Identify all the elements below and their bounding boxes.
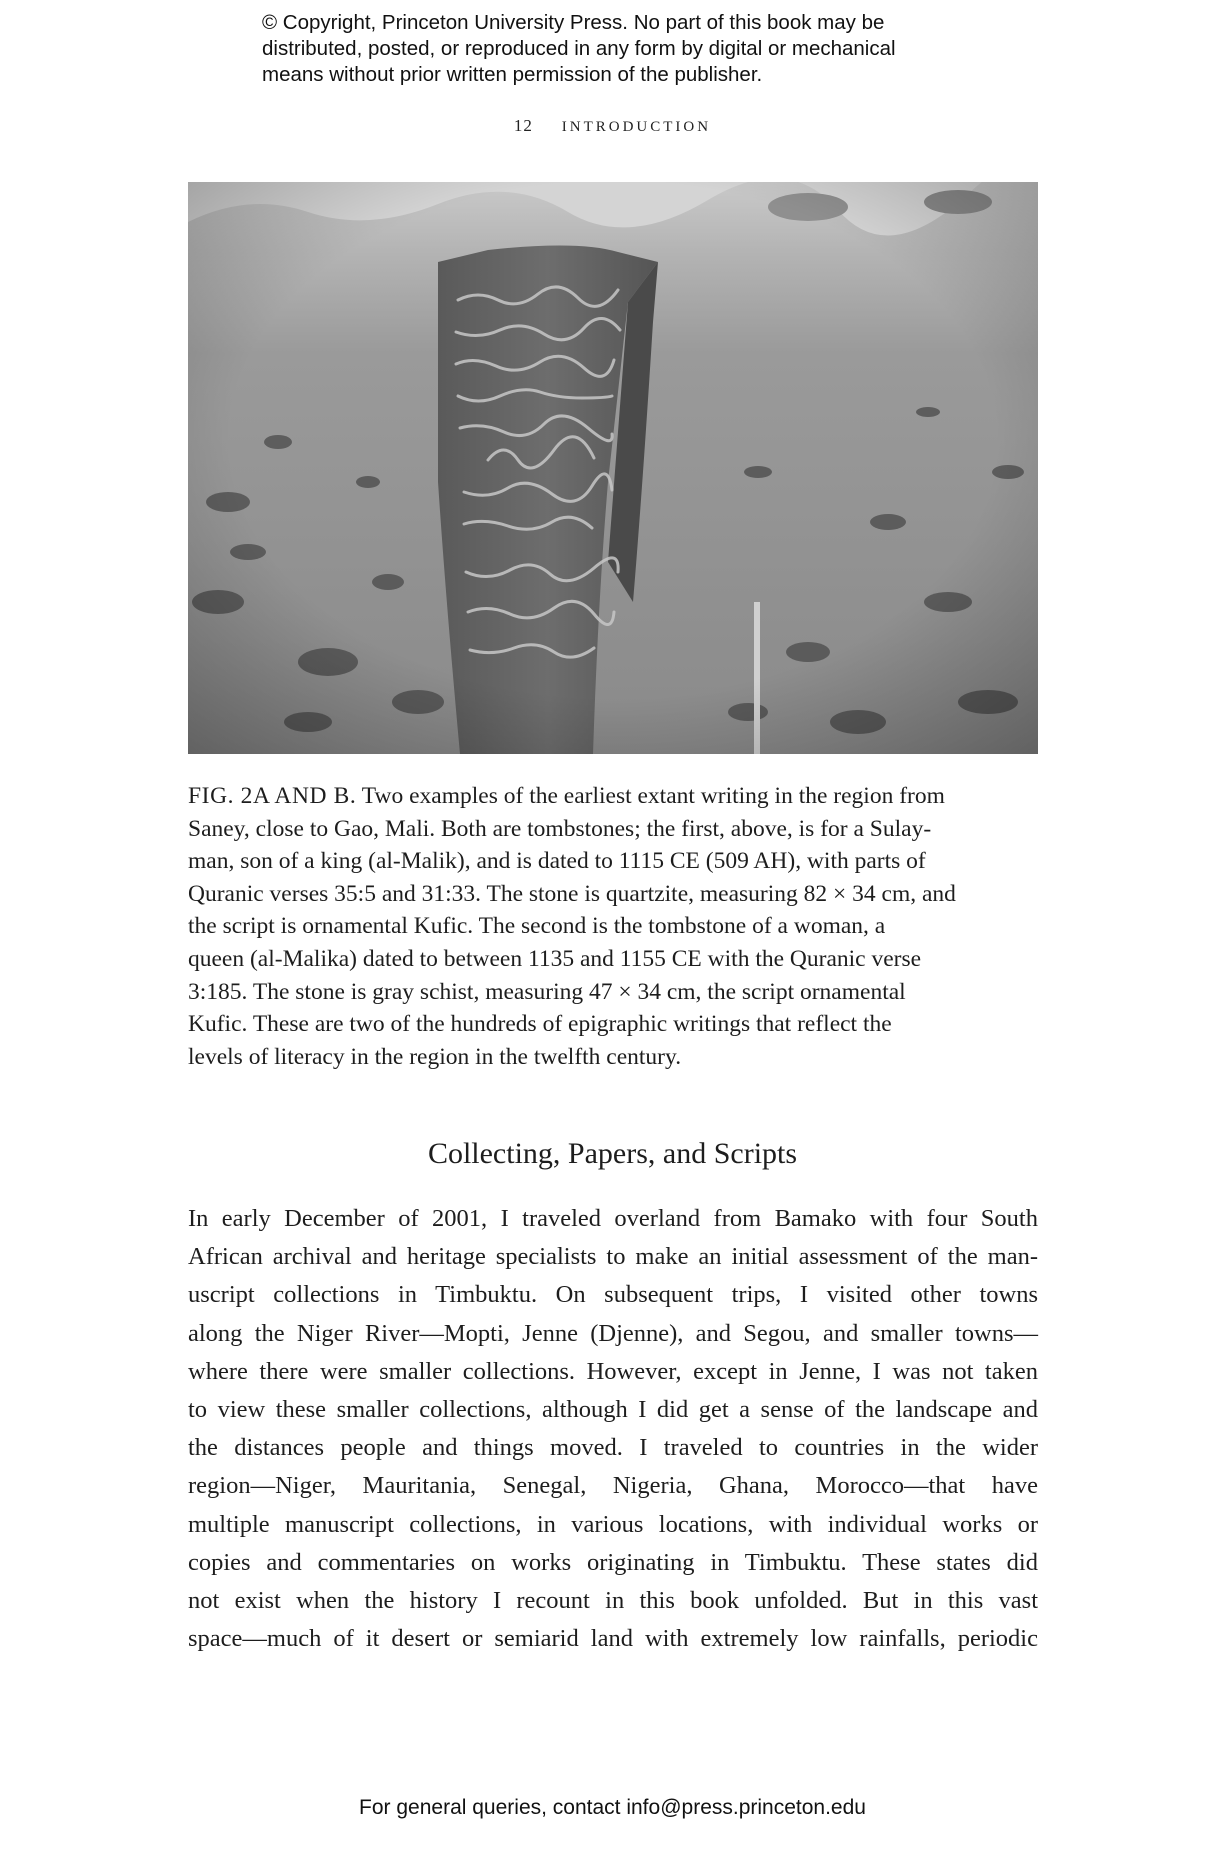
body-line: region—Niger, Mauritania, Senegal, Nigeria, Ghana, Morocco—that have [188,1472,1038,1500]
caption-line: Kufic. These are two of the hundreds of epigraphic writings that reflect the [188,1011,892,1038]
body-line: space—much of it desert or semiarid land with extremely low rainfalls, periodic [188,1625,1038,1653]
copyright-line: © Copyright, Princeton University Press. No part of this book may be [262,11,885,34]
caption-line [188,780,1048,813]
copyright-notice [262,10,962,88]
running-head-section: introduction [561,112,712,136]
tombstone-photo [188,182,1038,754]
body-line: In early December of 2001, I traveled overland from Bamako with four South [188,1205,1038,1232]
caption-line: Quranic verses 35:5 and 31:33. The stone is quartzite, measuring 82 × 34 cm, and [188,880,956,907]
figure-caption [188,780,1048,1073]
body-line: African archival and heritage specialists to make an initial assessment of the man- [188,1243,1038,1271]
caption-text: Two examples of the earliest extant writing in the region from [356,783,945,809]
body-line: to view these smaller collections, although I did get a sense of the landscape and [188,1395,1038,1423]
caption-line: man, son of a king (al-Malik), and is dated to 1115 CE (509 AH), with parts of [188,848,926,875]
caption-lead: FIG. 2A AND B. [188,783,357,809]
body-line: copies and commentaries on works originating in Timbuktu. These states did [188,1548,1038,1576]
body-line: uscript collections in Timbuktu. On subsequent trips, I visited other towns [188,1281,1038,1309]
caption-line: the script is ornamental Kufic. The second is the tombstone of a woman, a [188,913,886,940]
body-line: the distances people and things moved. I traveled to countries in the wider [188,1434,1038,1462]
caption-line: 3:185. The stone is gray schist, measuring 47 × 34 cm, the script ornamental [188,978,906,1005]
body-paragraph [188,1200,1038,1658]
copyright-line: distributed, posted, or reproduced in any form by digital or mechanical [262,37,896,60]
caption-line: queen (al-Malika) dated to between 1135 and 1155 CE with the Quranic verse [188,945,922,972]
footer-contact: For general queries, contact info@press.princeton.edu [359,1796,866,1819]
body-line: not exist when the history I recount in this book unfolded. But in this vast [188,1586,1038,1614]
body-line: along the Niger River—Mopti, Jenne (Djenne), and Segou, and smaller towns— [188,1319,1038,1347]
body-line: multiple manuscript collections, in various locations, with individual works or [188,1510,1038,1538]
caption-line: levels of literacy in the region in the twelfth century. [188,1043,682,1070]
caption-line: Saney, close to Gao, Mali. Both are tombstones; the first, above, is for a Sulay- [188,815,932,842]
copyright-line: means without prior written permission of the publisher. [262,63,763,86]
page-number: 12 [513,116,533,135]
section-title: Collecting, Papers, and Scripts [427,1137,798,1170]
body-line: where there were smaller collections. However, except in Jenne, I was not taken [188,1357,1038,1385]
running-head [0,112,1225,137]
